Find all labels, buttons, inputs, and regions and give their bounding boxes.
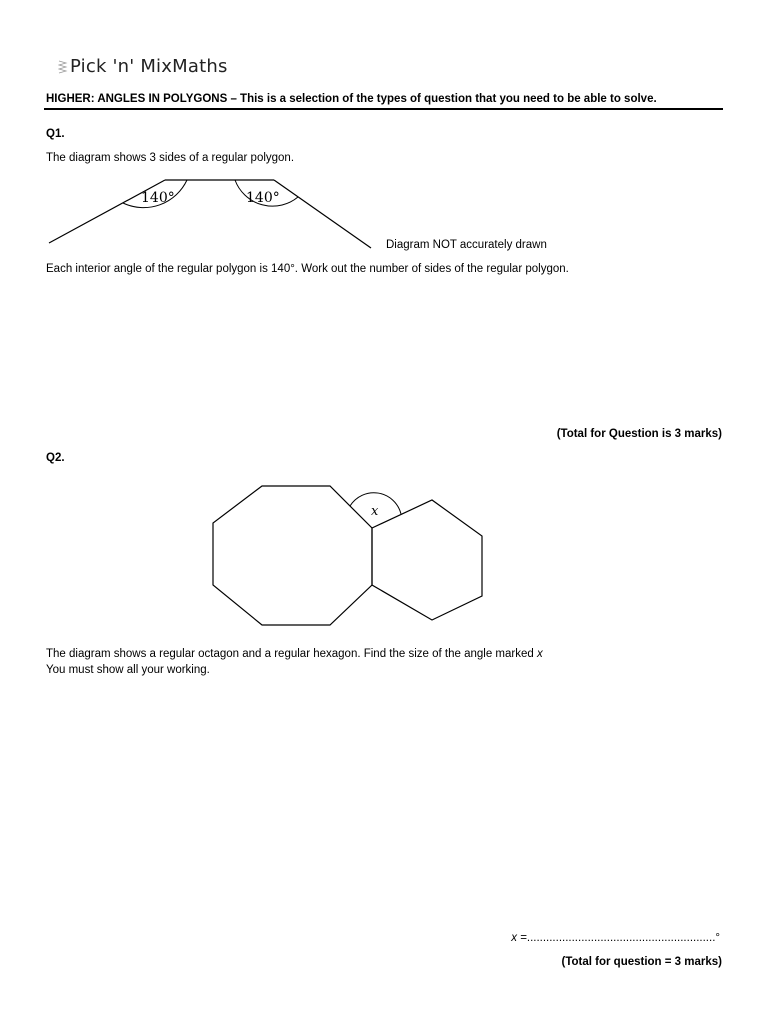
- q2-octagon: [213, 486, 372, 625]
- q2-answer-unit: °: [715, 932, 720, 944]
- q2-question-variable: x: [536, 648, 543, 660]
- q1-angle-label-right: 140°: [246, 190, 280, 206]
- q2-answer-line: [511, 932, 720, 944]
- q1-diagram-note: Diagram NOT accurately drawn: [386, 239, 547, 251]
- q2-question-text: The diagram shows a regular octagon and a regular hexagon. Find the size of the angle marked: [46, 648, 534, 660]
- q2-question-line1: [46, 648, 543, 660]
- q2-question-line2: You must show all your working.: [46, 664, 210, 676]
- brand-name: Pick 'n' MixMaths: [70, 56, 228, 77]
- q1-side-right: [274, 180, 371, 248]
- q1-marks: (Total for Question is 3 marks): [556, 428, 722, 440]
- q1-polygon-diagram: [40, 172, 380, 252]
- worksheet-title: HIGHER: ANGLES IN POLYGONS – This is a selection of the types of question that you need to be able to solve.: [46, 93, 657, 105]
- q2-polygon-diagram: [200, 476, 500, 636]
- brand-logo: [58, 56, 228, 77]
- q2-label: Q2.: [46, 452, 65, 464]
- q1-intro: The diagram shows 3 sides of a regular polygon.: [46, 152, 295, 164]
- q2-angle-label: x: [371, 504, 379, 519]
- q2-marks: (Total for question = 3 marks): [561, 956, 722, 968]
- q1-angle-label-left: 140°: [141, 190, 175, 206]
- logo-zigzag-icon: [58, 57, 68, 77]
- q1-question: Each interior angle of the regular polygon is 140°. Work out the number of sides of the regular polygon.: [46, 263, 569, 275]
- header-divider: [44, 108, 723, 110]
- q2-hexagon: [372, 500, 482, 620]
- q2-answer-blank[interactable]: ...........................................................: [526, 932, 716, 944]
- q1-label: Q1.: [46, 128, 65, 140]
- q2-answer-prefix: x =: [511, 932, 527, 944]
